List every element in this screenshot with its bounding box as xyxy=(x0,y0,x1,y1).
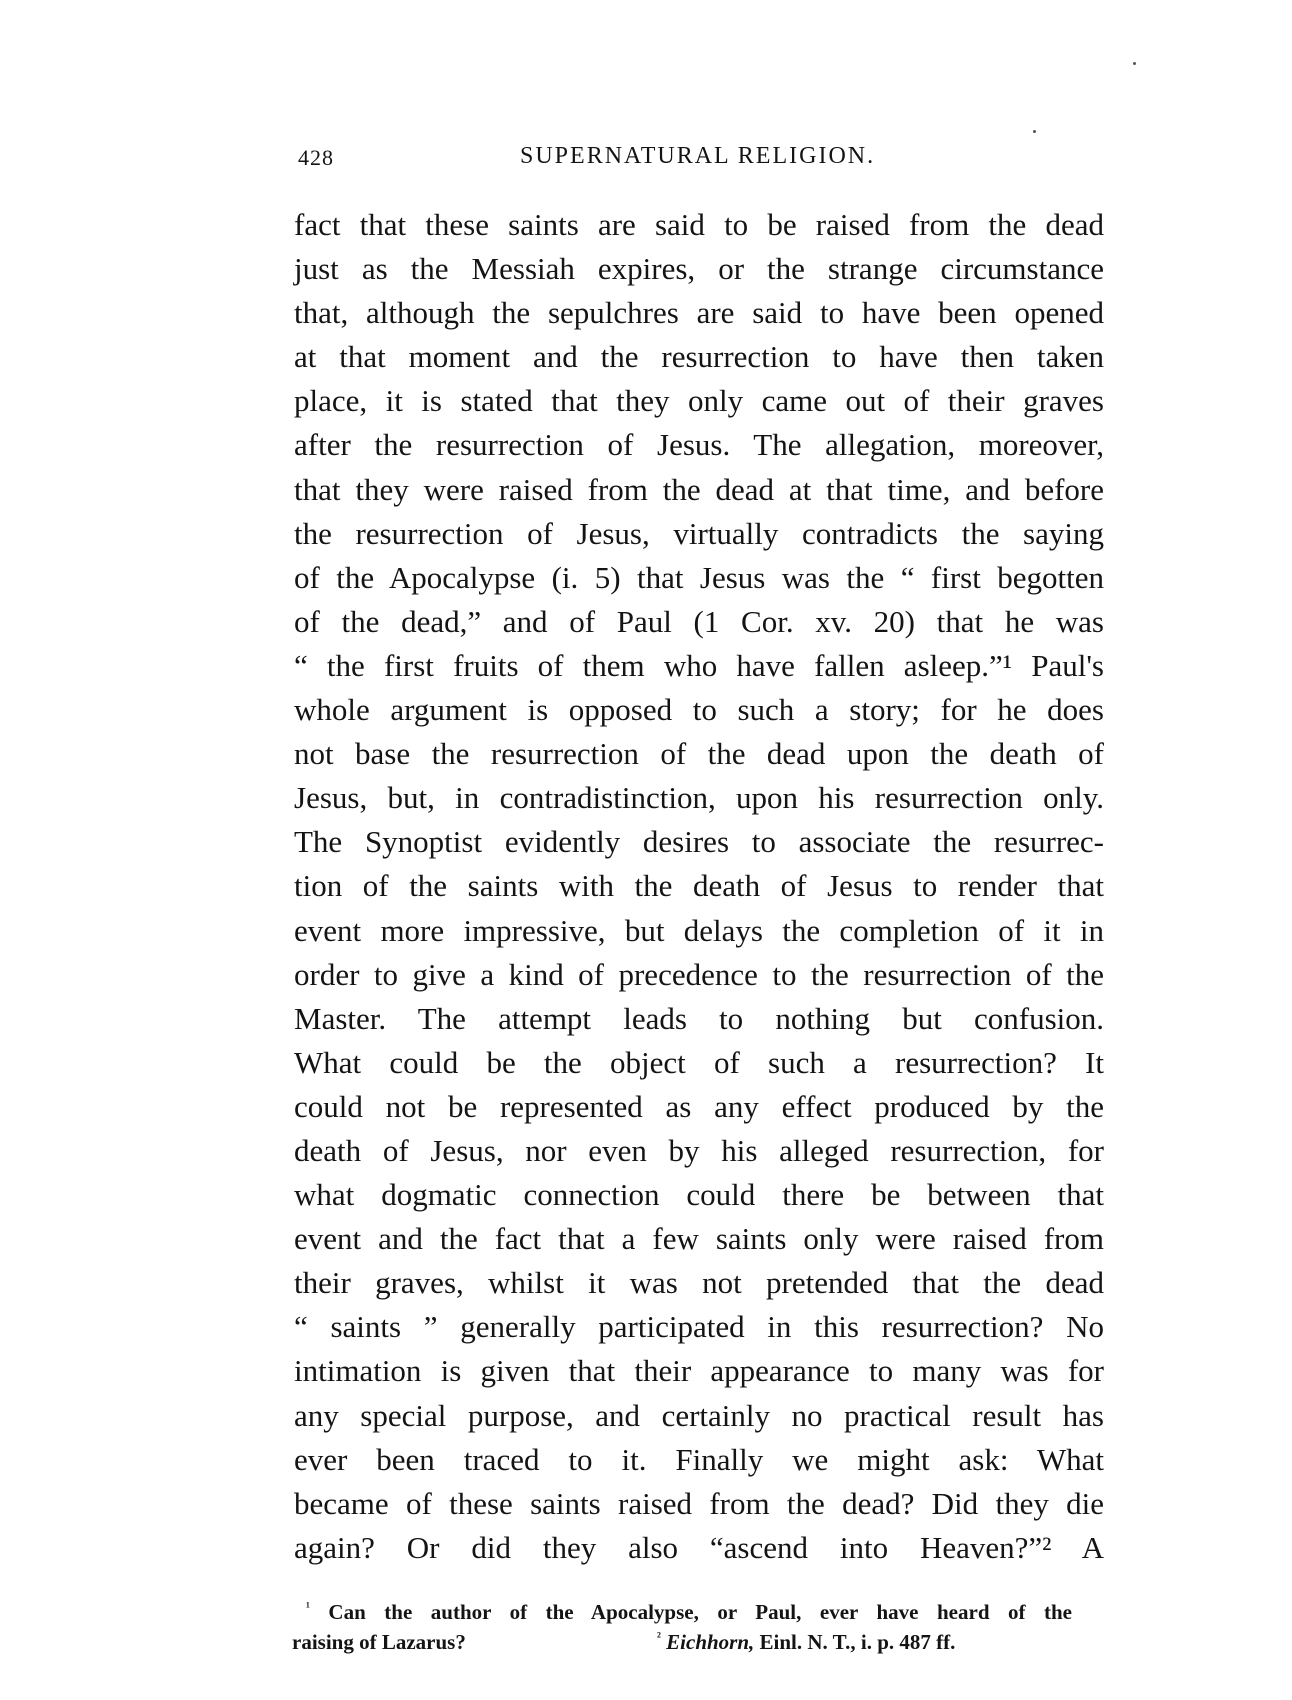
text-line: just as the Messiah expires, or the strange circumstance xyxy=(294,251,1104,287)
text-line: intimation is given that their appearance to many was for xyxy=(294,1353,1104,1389)
text-line: event and the fact that a few saints only were raised from xyxy=(294,1221,1104,1257)
footnote-2-author: Eichhorn, xyxy=(666,1630,755,1654)
text-line: order to give a kind of precedence to the resurrection of the xyxy=(294,956,1104,992)
text-line: Jesus, but, in contradistinction, upon his resurrection only. xyxy=(294,780,1104,816)
text-line: their graves, whilst it was not pretended that the dead xyxy=(294,1265,1104,1301)
text-line: what dogmatic connection could there be between that xyxy=(294,1177,1104,1213)
text-line: that they were raised from the dead at that time, and before xyxy=(294,471,1104,507)
running-title: SUPERNATURAL RELIGION. xyxy=(520,143,876,169)
footnote-line-2 xyxy=(292,1627,1072,1657)
footnote-marker: ² xyxy=(657,1629,661,1644)
text-line: place, it is stated that they only came out of their graves xyxy=(294,383,1104,419)
text-line: at that moment and the resurrection to have then taken xyxy=(294,339,1104,375)
text-line: of the Apocalypse (i. 5) that Jesus was the “ first begotten xyxy=(294,559,1104,595)
text-line: tion of the saints with the death of Jesus to render that xyxy=(294,868,1104,904)
text-line: event more impressive, but delays the completion of it in xyxy=(294,912,1104,948)
text-line: of the dead,” and of Paul (1 Cor. xv. 20) that he was xyxy=(294,603,1104,639)
scan-speck xyxy=(1033,130,1036,133)
text-line: death of Jesus, nor even by his alleged resurrection, for xyxy=(294,1132,1104,1168)
footnotes xyxy=(292,1597,1072,1657)
footnote-1-text: Can the author of the Apocalypse, or Paul, ever have heard of the xyxy=(328,1600,1073,1624)
text-line: fact that these saints are said to be raised from the dead xyxy=(294,207,1104,242)
footnote-1-continuation: raising of Lazarus? xyxy=(292,1630,466,1654)
text-line: could not be represented as any effect produced by the xyxy=(294,1088,1104,1124)
footnote-2 xyxy=(657,1627,955,1657)
text-line: the resurrection of Jesus, virtually contradicts the saying xyxy=(294,515,1104,551)
text-line: became of these saints raised from the dead? Did they die xyxy=(294,1485,1104,1521)
text-line: Master. The attempt leads to nothing but confusion. xyxy=(294,1000,1104,1036)
text-line: What could be the object of such a resurrection? It xyxy=(294,1044,1104,1080)
page-number: 428 xyxy=(298,145,334,170)
footnote-1 xyxy=(292,1597,1072,1627)
text-line: after the resurrection of Jesus. The allegation, moreover, xyxy=(294,427,1104,463)
text-line: “ the first fruits of them who have fallen asleep.”¹ Paul's xyxy=(294,647,1104,683)
body-text xyxy=(294,203,1104,1570)
text-line: any special purpose, and certainly no practical result has xyxy=(294,1397,1104,1433)
text-line: that, although the sepulchres are said to have been opened xyxy=(294,295,1104,331)
text-line: not base the resurrection of the dead upon the death of xyxy=(294,736,1104,772)
text-line: whole argument is opposed to such a story; for he does xyxy=(294,692,1104,728)
text-line: The Synoptist evidently desires to associate the resurrec- xyxy=(294,824,1104,860)
text-line: “ saints ” generally participated in this resurrection? No xyxy=(294,1309,1104,1345)
running-head xyxy=(298,140,1108,180)
text-line: ever been traced to it. Finally we might ask: What xyxy=(294,1441,1104,1477)
footnote-2-text: Einl. N. T., i. p. 487 ff. xyxy=(759,1630,956,1654)
scan-speck xyxy=(1133,62,1136,65)
text-line: again? Or did they also “ascend into Heaven?”² A xyxy=(294,1529,1104,1565)
footnote-marker: ¹ xyxy=(306,1599,310,1614)
